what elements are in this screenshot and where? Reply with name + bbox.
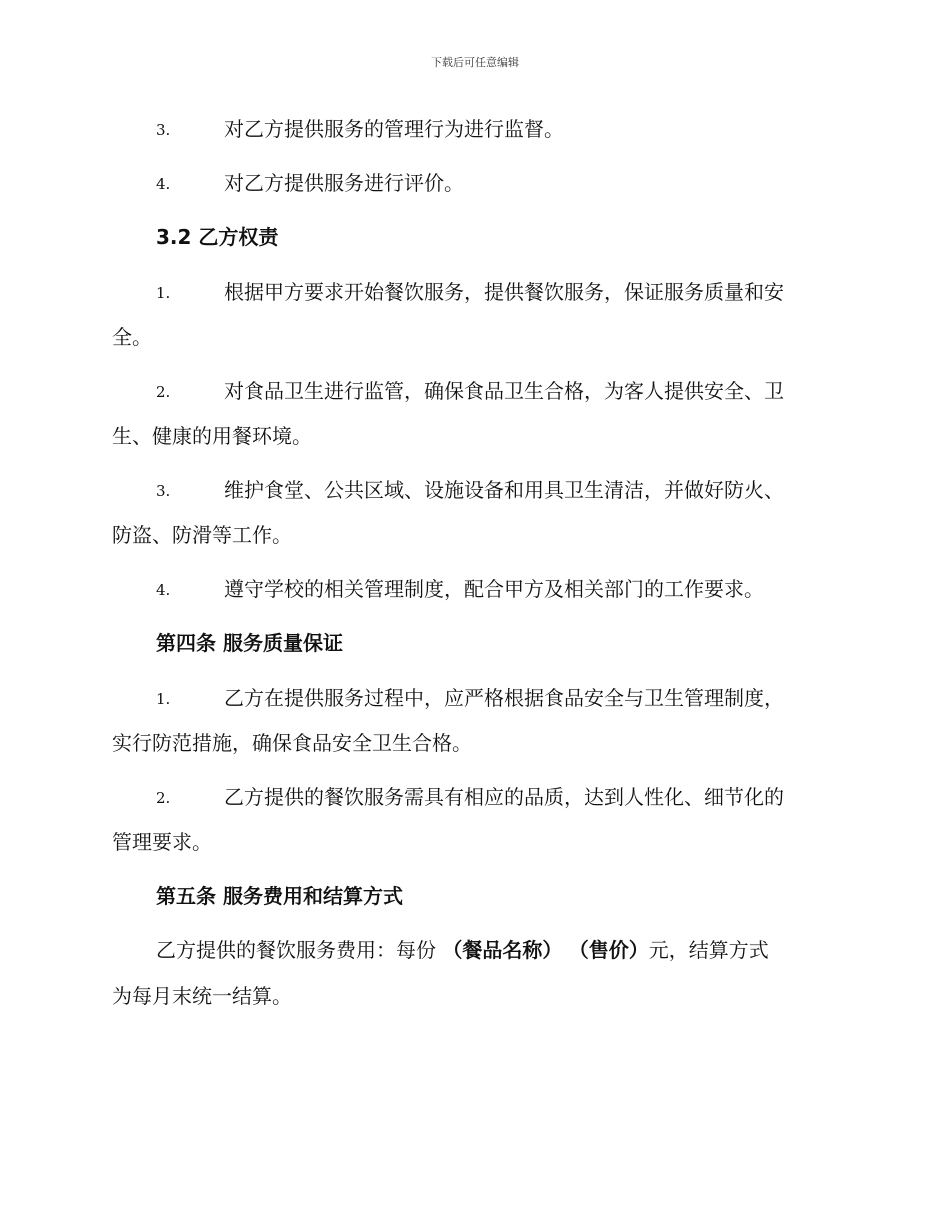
list-number: 2. [156,383,171,401]
list-item-continuation: 生、健康的用餐环境。 [112,424,312,448]
paragraph-text: 乙方提供的餐饮服务费用：每份 [156,938,443,962]
list-number: 1. [156,284,171,302]
list-item-text: 对乙方提供服务的管理行为进行监督。 [224,117,564,141]
list-number: 3. [156,482,171,500]
page-header: 下载后可任意编辑 [431,56,519,69]
list-item-continuation: 全。 [112,325,152,349]
list-number: 4. [156,175,171,193]
list-item-text: 遵守学校的相关管理制度，配合甲方及相关部门的工作要求。 [224,577,764,601]
section-heading: 第五条 服务费用和结算方式 [156,884,403,908]
list-item-continuation: 实行防范措施，确保食品安全卫生合格。 [112,731,472,755]
list-item-text: 乙方在提供服务过程中，应严格根据食品安全与卫生管理制度， [224,686,784,710]
list-item-continuation: 管理要求。 [112,830,212,854]
section-heading: 3.2 乙方权责 [156,225,279,249]
list-item-continuation: 防盗、防滑等工作。 [112,523,292,547]
list-number: 1. [156,690,171,708]
list-item-text: 对乙方提供服务进行评价。 [224,171,464,195]
placeholder-price: （售价） [568,938,649,962]
list-number: 2. [156,789,171,807]
list-item-text: 乙方提供的餐饮服务需具有相应的品质，达到人性化、细节化的 [224,785,784,809]
list-number: 4. [156,581,171,599]
list-item-text: 根据甲方要求开始餐饮服务，提供餐饮服务，保证服务质量和安 [224,280,784,304]
paragraph-text: 元，结算方式 [648,938,769,962]
paragraph-continuation: 为每月末统一结算。 [112,984,292,1008]
list-item-text: 维护食堂、公共区域、设施设备和用具卫生清洁，并做好防火、 [224,478,784,502]
list-item-text: 对食品卫生进行监管，确保食品卫生合格，为客人提供安全、卫 [224,379,784,403]
section-heading: 第四条 服务质量保证 [156,631,343,655]
paragraph-line [156,938,769,962]
list-number: 3. [156,121,171,139]
placeholder-item-name: （餐品名称） [442,938,563,962]
